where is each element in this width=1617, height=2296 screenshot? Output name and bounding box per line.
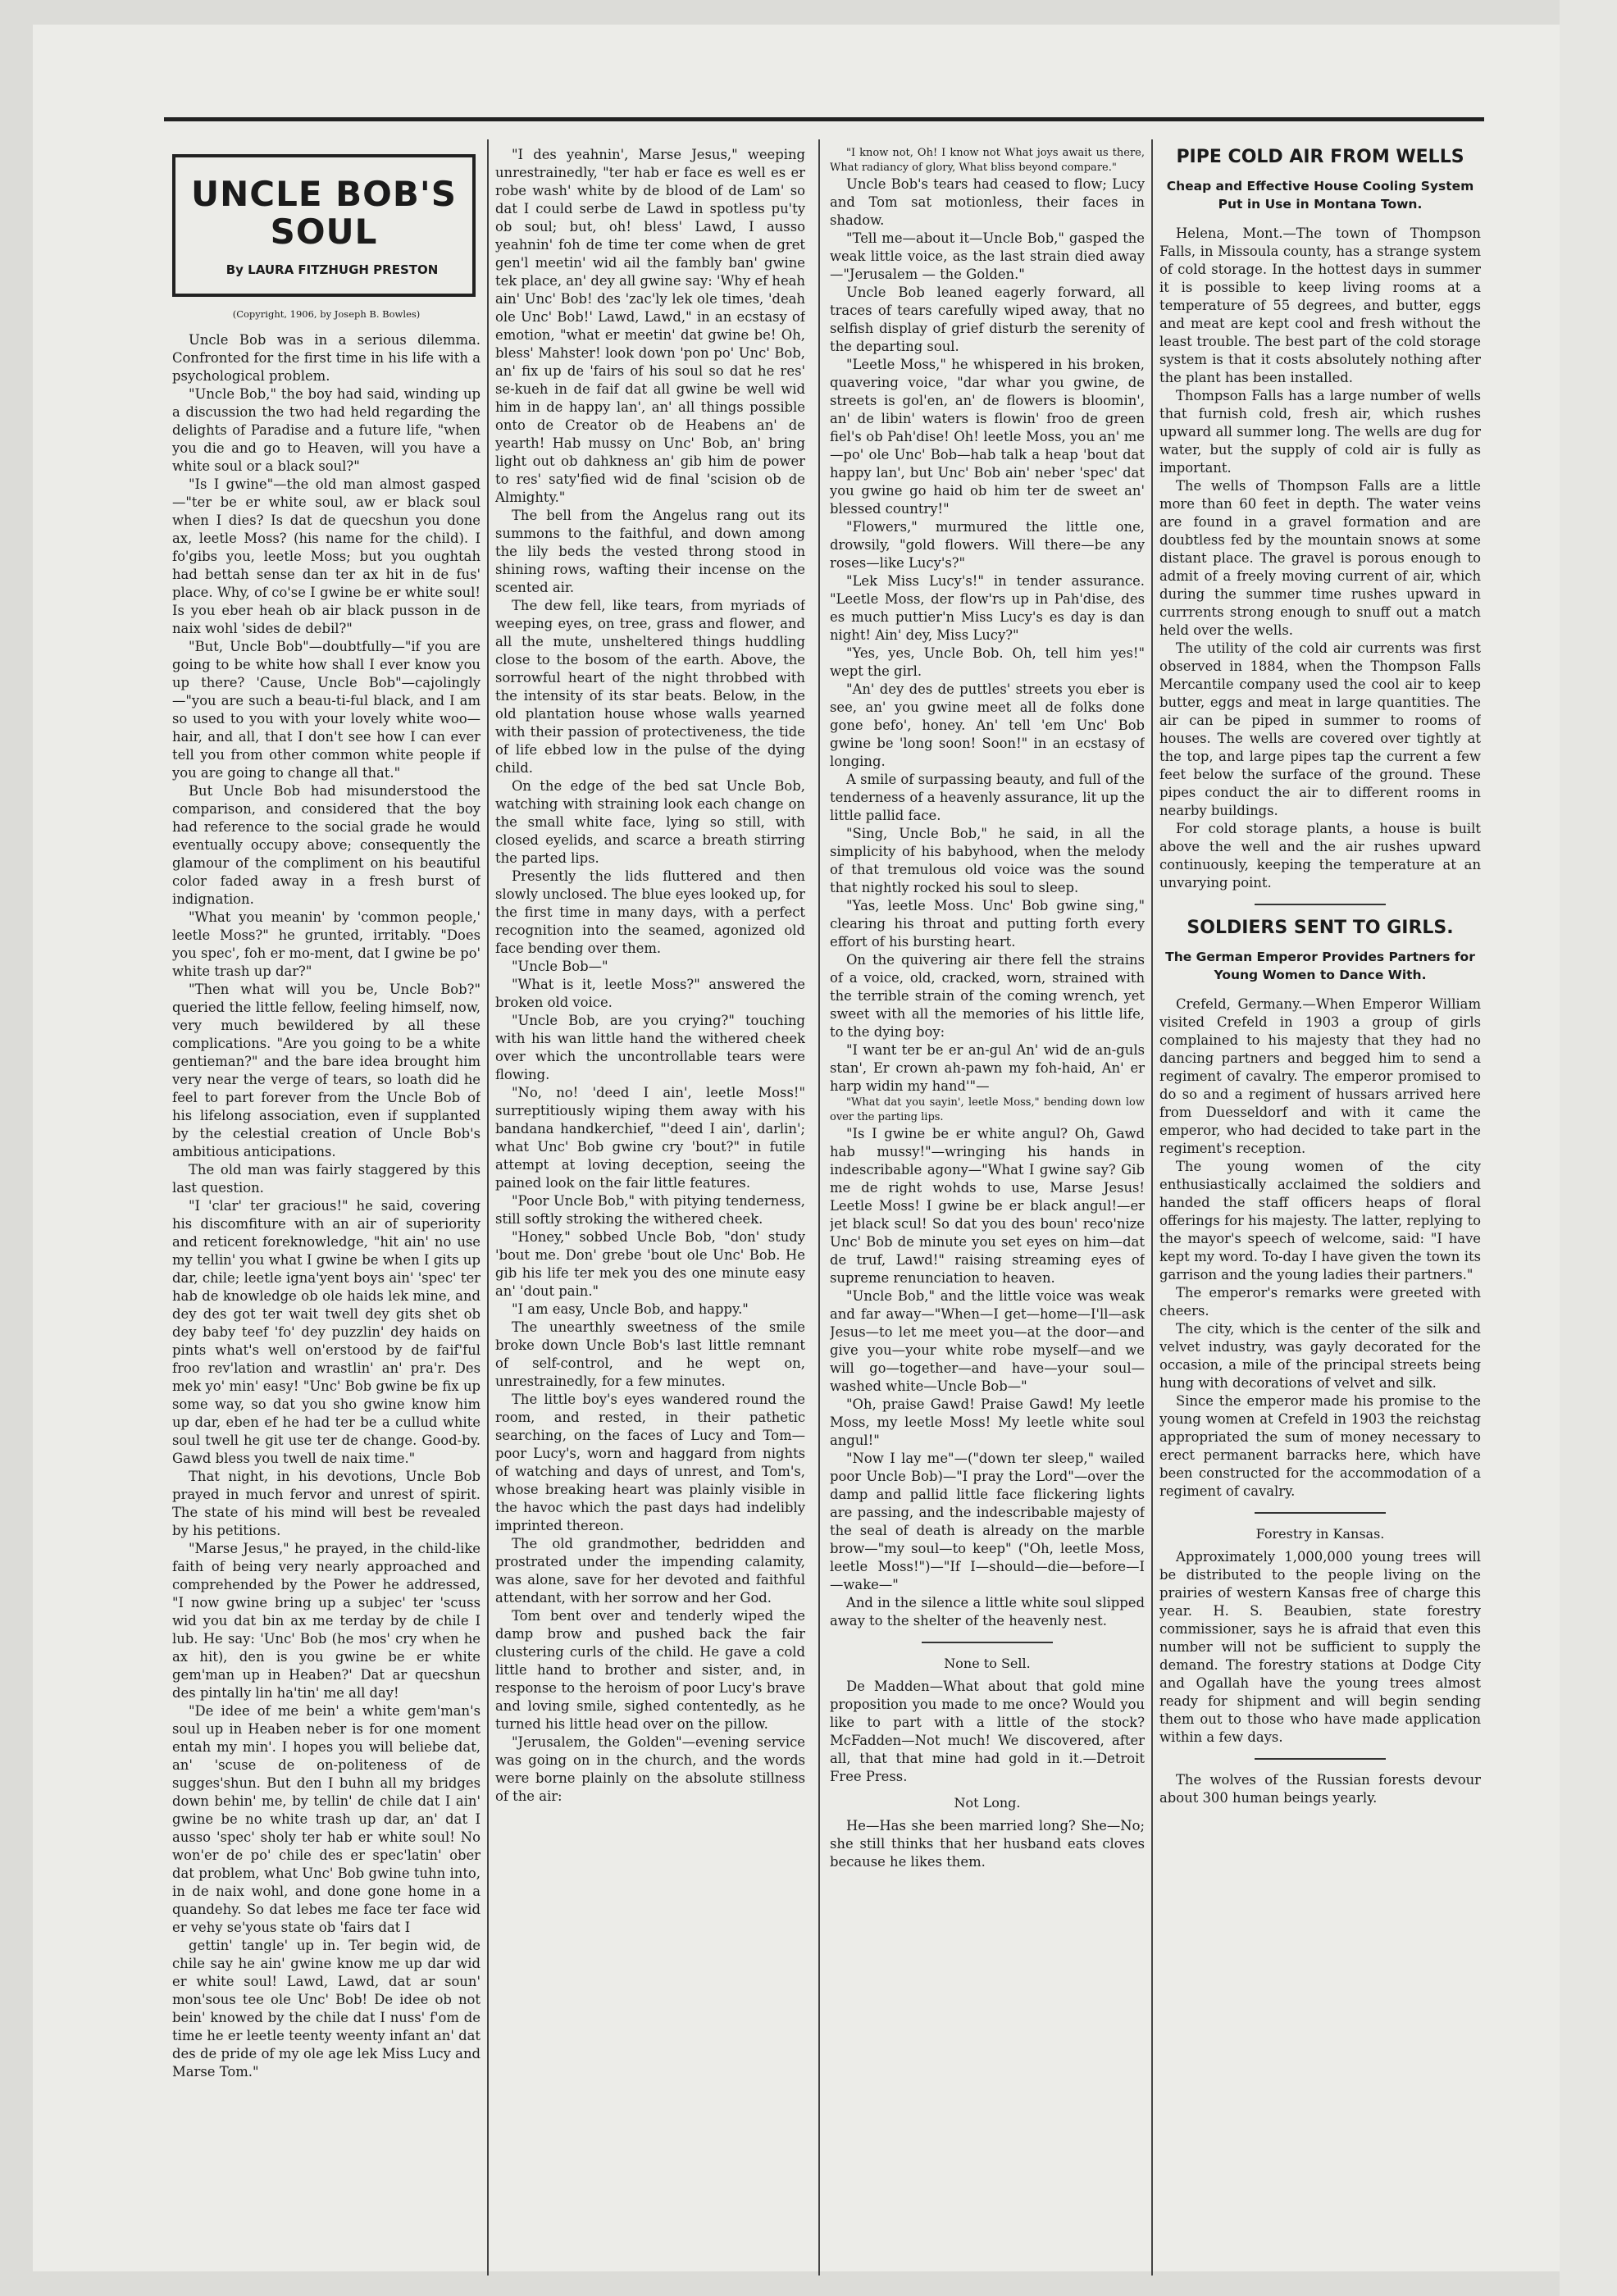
story-paragraph: "Uncle Bob," and the little voice was weak and far away—"When—I get—home—I'll—ask Jesus—to let me meet you—at the door—and give you—your white robe myself—and we will go—together—and have—your soul—washed white—Uncle Bob—" bbox=[830, 1288, 1145, 1394]
article-paragraph: The wells of Thompson Falls are a little more than 60 feet in depth. The water veins are found in a gravel formation and are doubtless fed by the mountain snows at some distant place. The gravel is porous enough to admit of a freely moving current of air, which during the summer time rushes upward in currrents strong enough to snuff out a match held over the wells. bbox=[1159, 478, 1481, 638]
copyright-line: (Copyright, 1906, by Joseph B. Bowles) bbox=[232, 308, 421, 320]
story-text-part2 bbox=[495, 146, 805, 1806]
forestry-text: Approximately 1,000,000 young trees will be distributed to the people living on the prairies of western Kansas free of charge this year. H. S. Beaubien, state forestry commissioner, says he is afraid that even this number will not be sufficient to supply the demand. The forestry stations at Dodge City and Ogallah have the young trees almost ready for shipment and will begin sending them out to those who have made application within a few days. bbox=[1159, 1549, 1481, 1745]
story-paragraph: Uncle Bob leaned eagerly forward, all traces of tears carefully wiped away, that no selfish display of grief disturb the serenity of the departing soul. bbox=[830, 285, 1145, 354]
story-paragraph: And in the silence a little white soul slipped away to the shelter of the heavenly nest. bbox=[830, 1595, 1145, 1629]
divider bbox=[1255, 904, 1386, 905]
story-paragraph: "Uncle Bob, are you crying?" touching with his wan little hand the withered cheek over which the uncontrollable tears were flowing. bbox=[495, 1013, 805, 1082]
none-to-sell-title: None to Sell. bbox=[944, 1656, 1031, 1671]
article-paragraph: Thompson Falls has a large number of wells that furnish cold, fresh air, which rushes upward all summer long. The wells are dug for water, but the supply of cold air is fully as important. bbox=[1159, 388, 1481, 476]
story-paragraph: "I des yeahnin', Marse Jesus," weeping unrestrainedly, "ter hab er face es well es er robe wash' white by de blood of de Lam' so dat I could serbe de Lawd in spotless pu'ty ob soul; but, oh! bless' Lawd, I ausso yeahnin' foh de time ter come when de gret gen'l meetin' wid ail the fambly ban' gwine tek place, an' dey all gwine say: 'Why ef heah ain' Unc' Bob! des 'zac'ly lek ole times, 'deah ole Unc' Bob!' Lawd, Lawd," in an ecstasy of emotion, "what er meetin' dat gwine be! Oh, bless' Mahster! look down 'pon po' Unc' Bob, an' fix up de 'fairs of his soul so dat he res' se-kueh in de faif dat all gwine be well wid him in de happy lan', an' all things possible onto de Creator ob de Heabens an' de yearth! Hab mussy on Unc' Bob, an' bring light out ob dahkness an' gib him de power to res' saty'fied wid de final 'scision ob de Almighty." bbox=[495, 147, 805, 505]
story-paragraph: "Honey," sobbed Uncle Bob, "don' study 'bout me. Don' grebe 'bout ole Unc' Bob. He gib his life ter mek you des one minute easy an' 'dout pain." bbox=[495, 1229, 805, 1299]
story-paragraph: "Now I lay me"—("down ter sleep," wailed poor Uncle Bob)—"I pray the Lord"—over the damp and pallid little face flickering lights are passing, and the indescribable majesty of the seal of death is already on the marble brow—"my soul—to keep" ("Oh, leetle Moss, leetle Moss!")—"If I—should—die—before—I—wake—" bbox=[830, 1451, 1145, 1592]
story-paragraph: "Is I gwine"—the old man almost gasped—"ter be er white soul, aw er black soul when I dies? Is dat de quecshun you done ax, leetle Moss? (his name for the child). I fo'gibs you, leetle Moss; but you oughtah had bettah sense dan ter ax hit in de fus' place. Why, of co'se I gwine be er white soul! Is you eber heah ob air black pusson in de naix wohl 'sides de debil?" bbox=[172, 476, 481, 636]
story-paragraph: Tom bent over and tenderly wiped the damp brow and pushed back the fair clustering curls of the child. He gave a cold little hand to brother and sister, and, in response to the heroism of poor Lucy's brave and loving smile, sighed contentedly, as he turned his little head over on the pillow. bbox=[495, 1608, 805, 1732]
story-paragraph: "Uncle Bob," the boy had said, winding up a discussion the two had held regarding the delights of Paradise and a future life, "when you die and go to Heaven, will you have a white soul or a black soul?" bbox=[172, 386, 481, 474]
story-paragraph: "Flowers," murmured the little one, drowsily, "gold flowers. Will there—be any roses—like Lucy's?" bbox=[830, 519, 1145, 571]
story-paragraph: "I am easy, Uncle Bob, and happy." bbox=[512, 1301, 749, 1317]
story-paragraph: The little boy's eyes wandered round the room, and rested, in their pathetic searching, on the faces of Lucy and Tom—poor Lucy's, worn and haggard from nights of watching and days of unrest, and Tom's, whose breaking heart was plainly visible in the havoc which the past days had indelibly imprinted thereon. bbox=[495, 1392, 805, 1533]
story-paragraph: The old grandmother, bedridden and prostrated under the impending calamity, was alone, save for her devoted and faithful attendant, with her sorrow and her God. bbox=[495, 1536, 805, 1606]
story-paragraph: On the quivering air there fell the strains of a voice, old, cracked, worn, strained with the terrible strain of the coming wrench, yet sweet with all the memories of his little life, to the dying boy: bbox=[830, 952, 1145, 1040]
article-paragraph: Crefeld, Germany.—When Emperor William visited Crefeld in 1903 a group of girls complained to his majesty that they had no dancing partners and begged him to send a regiment of cavalry. The emperor promised to do so and a regiment of hussars arrived here from Duesseldorf and with it came the emperor, who had decided to take part in the regiment's reception. bbox=[1159, 996, 1481, 1156]
column-4 bbox=[1159, 146, 1481, 2278]
story-paragraph: "What you meanin' by 'common people,' leetle Moss?" he grunted, irritably. "Does you spec', foh er mo-ment, dat I gwine be po' white trash up dar?" bbox=[172, 909, 481, 979]
forestry-title: Forestry in Kansas. bbox=[1255, 1526, 1385, 1542]
story-paragraph: The old man was fairly staggered by this last question. bbox=[172, 1162, 481, 1196]
story-paragraph: "Poor Uncle Bob," with pitying tenderness, still softly stroking the withered cheek. bbox=[495, 1193, 805, 1227]
soldiers-headline: SOLDIERS SENT TO GIRLS. bbox=[1187, 918, 1454, 938]
article-paragraph: The utility of the cold air currents was first observed in 1884, when the Thompson Falls Mercantile company used the cool air to keep butter, eggs and meat in large quantities. The air can be piped in summer to rooms of houses. The wells are covered over tightly at the top, and large pipes tap the current a few feet below the surface of the ground. These pipes conduct the air to different rooms in nearby buildings. bbox=[1159, 640, 1481, 818]
none-to-sell-text: De Madden—What about that gold mine proposition you made to me once? Would you like to part with a little of the stock? McFadden—Not much! We discovered, after all, that that mine had gold in it.—Detroit Free Press. bbox=[830, 1679, 1145, 1784]
story-paragraph: "Tell me—about it—Uncle Bob," gasped the weak little voice, as the last strain died away—"Jerusalem — the Golden." bbox=[830, 230, 1145, 282]
pipe-headline: PIPE COLD AIR FROM WELLS bbox=[1176, 147, 1464, 167]
story-paragraph: "Marse Jesus," he prayed, in the child-like faith of being very nearly approached and comprehended by the Power he addressed, "I now gwine bring up a subjec' ter 'scuss wid you dat bin ax me terday by de chile I lub. He say: 'Unc' Bob (he mos' cry when he ax hit), den is you gwine be er white gem'man up in Heaben?' Dat ar quecshun des pintally lin ha'tin' me all day! bbox=[172, 1541, 481, 1701]
column-3 bbox=[830, 146, 1145, 2278]
story-paragraph: "Leetle Moss," he whispered in his broken, quavering voice, "dar whar you gwine, de streets is gol'en, an' de flowers is bloomin', an' de libin' waters is flowin' froo de green fiel's ob Pah'dise! Oh! leetle Moss, you an' me—po' ole Unc' Bob—hab talk a heap 'bout dat happy lan', but Unc' Bob ain' neber 'spec' dat you gwine go haid ob him ter de sweet an' blessed country!" bbox=[830, 357, 1145, 517]
article-paragraph: For cold storage plants, a house is built above the well and the air rushes upward continuously, keeping the temperature at an unvarying point. bbox=[1159, 821, 1481, 891]
divider bbox=[1255, 1512, 1386, 1514]
story-paragraph: "What is it, leetle Moss?" answered the broken old voice. bbox=[495, 977, 805, 1010]
article-paragraph: The young women of the city enthusiastically acclaimed the soldiers and handed the staff officers heaps of floral offerings for his majesty. The latter, replying to the mayor's speech of welcome, said: "I have kept my word. To-day I have given the town its garrison and the young ladies their partners." bbox=[1159, 1159, 1481, 1282]
story-paragraph: "Sing, Uncle Bob," he said, in all the simplicity of his babyhood, when the melody of that tremulous old voice was the sound that nightly rocked his soul to sleep. bbox=[830, 826, 1145, 895]
story-paragraph: "I know not, Oh! I know not What joys await us there, What radiancy of glory, What bliss beyond compare." bbox=[830, 147, 1145, 174]
story-paragraph: A smile of surpassing beauty, and full of the tenderness of a heavenly assurance, lit up the little pallid face. bbox=[830, 772, 1145, 823]
top-rule bbox=[164, 117, 1484, 121]
story-title: UNCLE BOB'S SOUL bbox=[191, 174, 457, 252]
story-paragraph: Uncle Bob was in a serious dilemma. Confronted for the first time in his life with a psychological problem. bbox=[172, 332, 481, 384]
column-1 bbox=[172, 146, 481, 2278]
column-rule bbox=[487, 139, 489, 2276]
not-long-title: Not Long. bbox=[954, 1795, 1021, 1811]
story-paragraph: But Uncle Bob had misunderstood the comparison, and considered that the boy had reference to the social grade he would eventually occupy above; consequently the glamour of the compliment on his beautiful color faded away in a fresh burst of indignation. bbox=[172, 783, 481, 907]
soldiers-body bbox=[1159, 995, 1481, 1501]
story-title-box bbox=[172, 154, 476, 297]
story-paragraph: "Yas, leetle Moss. Unc' Bob gwine sing," clearing his throat and putting forth every effort of his bursting heart. bbox=[830, 898, 1145, 950]
story-paragraph: "But, Uncle Bob"—doubtfully—"if you are going to be white how shall I ever know you up there? 'Cause, Uncle Bob"—cajolingly—"you are such a beau-ti-ful black, and I am so used to you with your lovely white woo—hair, and all, that I don't see how I can ever tell you from other common white people if you are going to change all that." bbox=[172, 639, 481, 781]
story-paragraph: Presently the lids fluttered and then slowly unclosed. The blue eyes looked up, for the first time in many days, with a perfect recognition into the seamed, agonized old face bending over them. bbox=[495, 868, 805, 956]
article-paragraph: The city, which is the center of the silk and velvet industry, was gayly decorated for the occasion, a mile of the principal streets being hung with decorations of velvet and silk. bbox=[1159, 1321, 1481, 1391]
article-paragraph: Helena, Mont.—The town of Thompson Falls, in Missoula county, has a strange system of cold storage. In the hottest days in summer it is possible to keep living rooms at a temperature of 55 degrees, and butter, eggs and meat are kept cool and fresh without the least trouble. The best part of the cold storage system is that it costs absolutely nothing after the plant has been installed. bbox=[1159, 226, 1481, 385]
story-paragraph: "I want ter be er an-gul An' wid de an-guls stan', Er crown ah-pawn my foh-haid, An' er harp widin my hand'"— bbox=[830, 1042, 1145, 1094]
story-paragraph: "Uncle Bob—" bbox=[512, 959, 608, 974]
story-paragraph: "De idee of me bein' a white gem'man's soul up in Heaben neber is for one moment entah my min'. I hopes you will beliebe dat, an' 'scuse de on-politeness of de sugges'shun. But den I buhn all my bridges down behin' me, by tellin' de chile dat I ain' gwine be no white trash up dar, an' dat I ausso 'spec' sholy ter hab er white soul! No won'er de po' chile des er spec'latin' ober dat problem, what Unc' Bob gwine tuhn into, in de naix wohl, and done gone home in a quandehy. So dat lebes me face ter face wid er vehy se'yous state ob 'fairs dat I bbox=[172, 1703, 481, 1935]
story-paragraph: "Lek Miss Lucy's!" in tender assurance. "Leetle Moss, der flow'rs up in Pah'dise, des es much puttier'n Miss Lucy's es day is dan night! Ain' dey, Miss Lucy?" bbox=[830, 573, 1145, 643]
pipe-subhead: Cheap and Effective House Cooling System Put in Use in Montana Town. bbox=[1166, 179, 1474, 212]
story-paragraph: "Is I gwine be er white angul? Oh, Gawd hab mussy!"—wringing his hands in indescribable agony—"What I gwine say? Gib me de right wohds to use, Marse Jesus! Leetle Moss! I gwine be er black angul!—er jet black scul! So dat you des boun' reco'nize Unc' Bob de minute you set eyes on him—dat de truf, Lawd!" raising streaming eyes of supreme renunciation to heaven. bbox=[830, 1126, 1145, 1286]
story-paragraph: Uncle Bob's tears had ceased to flow; Lucy and Tom sat motionless, their faces in shadow. bbox=[830, 176, 1145, 228]
story-paragraph: "What dat you sayin', leetle Moss," bending down low over the parting lips. bbox=[830, 1096, 1145, 1123]
column-rule bbox=[1151, 139, 1153, 2276]
pipe-body bbox=[1159, 225, 1481, 892]
story-text-part1 bbox=[172, 331, 481, 2081]
column-rule bbox=[818, 139, 820, 2276]
divider bbox=[922, 1642, 1053, 1643]
story-paragraph: The unearthly sweetness of the smile broke down Uncle Bob's last little remnant of self-control, and he wept on, unrestrainedly, for a few minutes. bbox=[495, 1319, 805, 1389]
divider bbox=[1255, 1758, 1386, 1760]
story-byline: By LAURA FITZHUGH PRESTON bbox=[225, 262, 439, 277]
article-paragraph: Since the emperor made his promise to the young women at Crefeld in 1903 the reichstag appropriated the sum of money necessary to erect permanent barracks here, which have been constructed for the accommodation of a regiment of cavalry. bbox=[1159, 1393, 1481, 1499]
story-text-part3 bbox=[830, 146, 1145, 1630]
story-paragraph: The bell from the Angelus rang out its summons to the faithful, and down among the lily beds the vested throng stood in shining rows, wafting their incense on the scented air. bbox=[495, 508, 805, 595]
story-paragraph: gettin' tangle' up in. Ter begin wid, de chile say he ain' gwine know me up dar wid er white soul! Lawd, Lawd, dat ar soun' mon'sous tee ole Unc' Bob! De idee ob not bein' knowed by the chile dat I nuss' f'om de time he er leetle teenty weenty infant an' dat des de pride of my ole age lek Miss Lucy and Marse Tom." bbox=[172, 1938, 481, 2080]
story-paragraph: "Oh, praise Gawd! Praise Gawd! My leetle Moss, my leetle Moss! My leetle white soul angul!" bbox=[830, 1396, 1145, 1448]
page-edge bbox=[1560, 0, 1617, 2296]
story-paragraph: That night, in his devotions, Uncle Bob prayed in much fervor and unrest of spirit. The state of his mind will best be revealed by his petitions. bbox=[172, 1469, 481, 1538]
story-paragraph: "Yes, yes, Uncle Bob. Oh, tell him yes!" wept the girl. bbox=[830, 645, 1145, 679]
story-paragraph: "I 'clar' ter gracious!" he said, covering his discomfiture with an air of superiority and reticent foreknowledge, "hit ain' no use my tellin' you what I gwine be when I gits up dar, chile; leetle igna'yent boys ain' 'spec' ter hab de knowledge ob ole haids lek mine, and dey des got ter wait twell dey gits shet ob dey baby teef 'fo' dey puzzlin' dey haids on pints what's well on'erstood by de faif'ful froo rev'lation and wrastlin' an' pra'r. Des mek yo' min' easy! "Unc' Bob gwine be fix up some way, so dat you sho gwine know him up dar, eben ef he had ter be a cullud white soul twell he git use ter de change. Good-by. Gawd bless you twell de naix time." bbox=[172, 1198, 481, 1466]
story-paragraph: The dew fell, like tears, from myriads of weeping eyes, on tree, grass and flower, and all the mute, unsheltered things huddling close to the bosom of the earth. Above, the sorrowful heart of the night throbbed with the intensity of its star beats. Below, in the old plantation house whose walls yearned with their passion of protectiveness, the tide of life ebbed low in the pulse of the dying child. bbox=[495, 598, 805, 776]
story-paragraph: "An' dey des de puttles' streets you eber is see, an' you gwine meet all de folks done gone befo', honey. An' tell 'em Unc' Bob gwine be 'long soon! Soon!" in an ecstasy of longing. bbox=[830, 681, 1145, 769]
column-2 bbox=[495, 146, 805, 2278]
story-paragraph: "No, no! 'deed I ain', leetle Moss!" surreptitiously wiping them away with his bandana handkerchief, "'deed I ain', darlin'; what Unc' Bob gwine cry 'bout?" in futile attempt at loving deception, seeing the pained look on the fair little features. bbox=[495, 1085, 805, 1191]
soldiers-subhead: The German Emperor Provides Partners for Young Women to Dance With. bbox=[1165, 950, 1475, 982]
wolves-text: The wolves of the Russian forests devour about 300 human beings yearly. bbox=[1159, 1772, 1481, 1806]
story-paragraph: "Then what will you be, Uncle Bob?" queried the little fellow, feeling himself, now, very much bewildered by all these complications. "Are you going to be a white gentieman?" and the bare idea brought him very near the verge of tears, so loath did he feel to part forever from the Uncle Bob of his lifelong association, even if supplanted by the celestial creation of Uncle Bob's ambitious anticipations. bbox=[172, 982, 481, 1159]
article-paragraph: The emperor's remarks were greeted with cheers. bbox=[1159, 1285, 1481, 1319]
story-paragraph: "Jerusalem, the Golden"—evening service was going on in the church, and the words were borne plainly on the absolute stillness of the air: bbox=[495, 1734, 805, 1804]
story-paragraph: On the edge of the bed sat Uncle Bob, watching with straining look each change on the small white face, lying so still, with closed eyelids, and scarce a breath stirring the parted lips. bbox=[495, 778, 805, 866]
not-long-text: He—Has she been married long? She—No; she still thinks that her husband eats cloves because he likes them. bbox=[830, 1818, 1145, 1870]
